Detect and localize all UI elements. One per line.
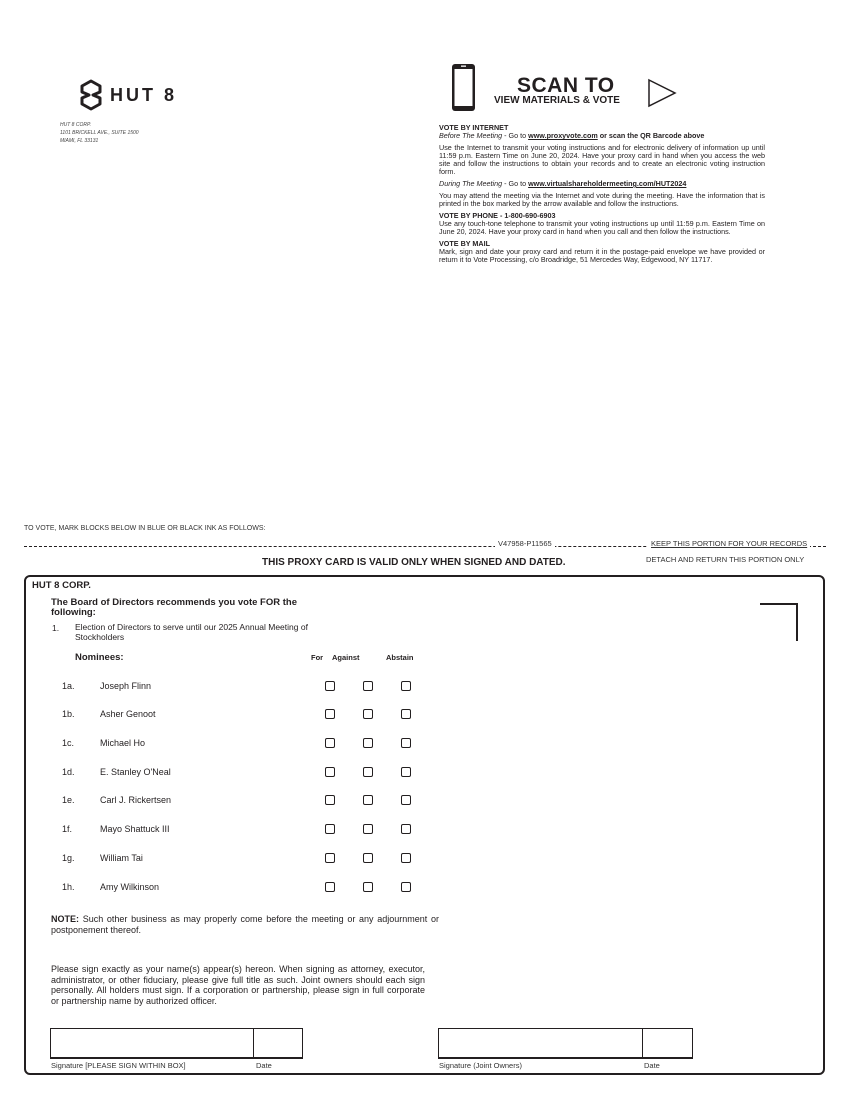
before-post: or scan the QR Barcode above <box>597 131 705 140</box>
internet-body: Use the Internet to transmit your voting instructions and for electronic delivery of information up until 11:59 p.m. Eastern Time on June 20, 2024. Have your proxy card in hand when you access the web site and follow the instructions to obtain your records and to create an electronic voting instruction form. <box>439 143 765 176</box>
vote-abstain-checkbox[interactable] <box>401 853 411 863</box>
nominee-number: 1a. <box>62 681 75 691</box>
nominee-name: Joseph Flinn <box>100 681 152 691</box>
proposal-number: 1. <box>52 623 60 633</box>
company-logo <box>80 78 177 112</box>
signature-box[interactable] <box>50 1028 254 1058</box>
nominee-row <box>62 765 171 779</box>
mail-body: Mark, sign and date your proxy card and return it in the postage-paid envelope we have provided or return it to Vote Processing, c/o Broadridge, 51 Mercedes Way, Edgewood, NY 11717. <box>439 247 765 264</box>
during-meeting-line <box>439 180 765 188</box>
nominee-name: Carl J. Rickertsen <box>100 795 172 805</box>
address-line: HUT 8 CORP. <box>60 122 92 128</box>
note-body: Such other business as may properly come before the meeting or any adjournment or postponement thereof. <box>51 914 439 935</box>
detach-portion-text: DETACH AND RETURN THIS PORTION ONLY <box>646 555 805 564</box>
control-code: V47958-P11565 <box>495 539 555 548</box>
vote-abstain-checkbox[interactable] <box>401 709 411 719</box>
signing-instructions: Please sign exactly as your name(s) appear(s) hereon. When signing as attorney, executor, administrator, or other fiduciary, please give full title as such. Joint owners should each sign personally. All holders must sign. If a corporation or partnership, please sign in full corporate or partnership name by authorized officer. <box>51 964 425 1006</box>
vote-against-checkbox[interactable] <box>363 853 373 863</box>
joint-date-label: Date <box>644 1061 660 1070</box>
column-header-for: For <box>311 653 324 662</box>
internet-heading: VOTE BY INTERNET <box>439 123 509 132</box>
date-label: Date <box>256 1061 272 1070</box>
company-address <box>60 121 139 145</box>
phone-heading: VOTE BY PHONE - 1-800-690-6903 <box>439 211 556 220</box>
signature-line <box>50 1058 303 1059</box>
nominee-number: 1f. <box>62 824 73 834</box>
vote-for-checkbox[interactable] <box>325 824 335 834</box>
keep-portion-text: KEEP THIS PORTION FOR YOUR RECORDS <box>648 539 810 548</box>
address-corner-mark <box>760 603 798 641</box>
nominee-row <box>62 851 143 865</box>
to-vote-instruction: TO VOTE, MARK BLOCKS BELOW IN BLUE OR BLACK INK AS FOLLOWS: <box>24 525 266 532</box>
vote-for-checkbox[interactable] <box>325 738 335 748</box>
nominee-row <box>62 822 170 836</box>
logo-text: HUT 8 <box>110 84 178 105</box>
before-pre: - Go to <box>502 131 529 140</box>
scan-title: SCAN TO <box>517 74 615 97</box>
joint-signature-box[interactable] <box>438 1028 643 1058</box>
column-header-against: Against <box>332 653 360 662</box>
play-arrow-icon <box>647 78 677 108</box>
nominee-name: E. Stanley O'Neal <box>100 767 171 777</box>
vote-for-checkbox[interactable] <box>325 767 335 777</box>
valid-notice: THIS PROXY CARD IS VALID ONLY WHEN SIGNED AND DATED. <box>262 557 566 568</box>
during-pre: - Go to <box>502 179 529 188</box>
column-header-abstain: Abstain <box>386 653 414 662</box>
proxyvote-link[interactable]: www.proxyvote.com <box>528 131 598 140</box>
nominee-number: 1b. <box>62 709 75 719</box>
board-recommendation: The Board of Directors recommends you vote FOR the following: <box>51 597 297 618</box>
phone-body: Use any touch-tone telephone to transmit your voting instructions up until 11:59 p.m. Eastern Time on June 20, 2024. Have your proxy card in hand when you call and then follow the instructions. <box>439 219 765 236</box>
address-line: MIAMI, FL 33131 <box>60 138 99 144</box>
joint-date-box[interactable] <box>643 1028 693 1058</box>
voting-instructions <box>439 124 765 268</box>
before-meeting-line <box>439 132 765 140</box>
vote-against-checkbox[interactable] <box>363 738 373 748</box>
during-body: You may attend the meeting via the Internet and vote during the meeting. Have the information that is printed in the box marked by the arrow available and follow the instructions. <box>439 191 765 208</box>
nominee-row <box>62 736 145 750</box>
vote-abstain-checkbox[interactable] <box>401 767 411 777</box>
vote-for-checkbox[interactable] <box>325 795 335 805</box>
joint-signature-label: Signature (Joint Owners) <box>439 1061 522 1070</box>
nominee-number: 1e. <box>62 795 75 805</box>
vote-abstain-checkbox[interactable] <box>401 681 411 691</box>
vote-abstain-checkbox[interactable] <box>401 795 411 805</box>
proposal-text: Election of Directors to serve until our 2025 Annual Meeting of Stockholders <box>75 622 308 642</box>
vote-against-checkbox[interactable] <box>363 681 373 691</box>
address-line: 1101 BRICKELL AVE., SUITE 1500 <box>60 130 139 136</box>
mail-heading: VOTE BY MAIL <box>439 239 490 248</box>
scan-subtitle: VIEW MATERIALS & VOTE <box>494 95 620 106</box>
note-label: NOTE: <box>51 914 79 924</box>
note-text <box>51 914 439 935</box>
card-corp-name: HUT 8 CORP. <box>32 580 91 591</box>
vote-against-checkbox[interactable] <box>363 824 373 834</box>
vote-against-checkbox[interactable] <box>363 767 373 777</box>
nominee-name: Michael Ho <box>100 738 146 748</box>
joint-signature-line <box>438 1058 693 1059</box>
nominee-name: William Tai <box>100 853 143 863</box>
vote-abstain-checkbox[interactable] <box>401 882 411 892</box>
nominee-row <box>62 793 171 807</box>
signature-label: Signature [PLEASE SIGN WITHIN BOX] <box>51 1061 186 1070</box>
vote-against-checkbox[interactable] <box>363 882 373 892</box>
virtual-meeting-link[interactable]: www.virtualshareholdermeeting.com/HUT2024 <box>528 179 687 188</box>
nominee-name: Amy Wilkinson <box>100 882 160 892</box>
nominee-number: 1c. <box>62 738 75 748</box>
nominees-heading: Nominees: <box>75 652 124 663</box>
nominee-row <box>62 707 156 721</box>
phone-icon <box>451 63 476 112</box>
date-box[interactable] <box>254 1028 303 1058</box>
nominee-row <box>62 880 159 894</box>
nominee-number: 1d. <box>62 767 75 777</box>
vote-for-checkbox[interactable] <box>325 709 335 719</box>
vote-against-checkbox[interactable] <box>363 795 373 805</box>
vote-abstain-checkbox[interactable] <box>401 824 411 834</box>
nominee-number: 1g. <box>62 853 75 863</box>
nominee-name: Mayo Shattuck III <box>100 824 170 834</box>
vote-against-checkbox[interactable] <box>363 709 373 719</box>
vote-for-checkbox[interactable] <box>325 853 335 863</box>
hut8-logo-icon <box>80 79 102 111</box>
nominee-name: Asher Genoot <box>100 709 156 719</box>
vote-abstain-checkbox[interactable] <box>401 738 411 748</box>
during-label: During The Meeting <box>439 179 503 188</box>
nominee-row <box>62 679 151 693</box>
nominee-number: 1h. <box>62 882 75 892</box>
vote-for-checkbox[interactable] <box>325 681 335 691</box>
vote-for-checkbox[interactable] <box>325 882 335 892</box>
before-label: Before The Meeting <box>439 131 503 140</box>
